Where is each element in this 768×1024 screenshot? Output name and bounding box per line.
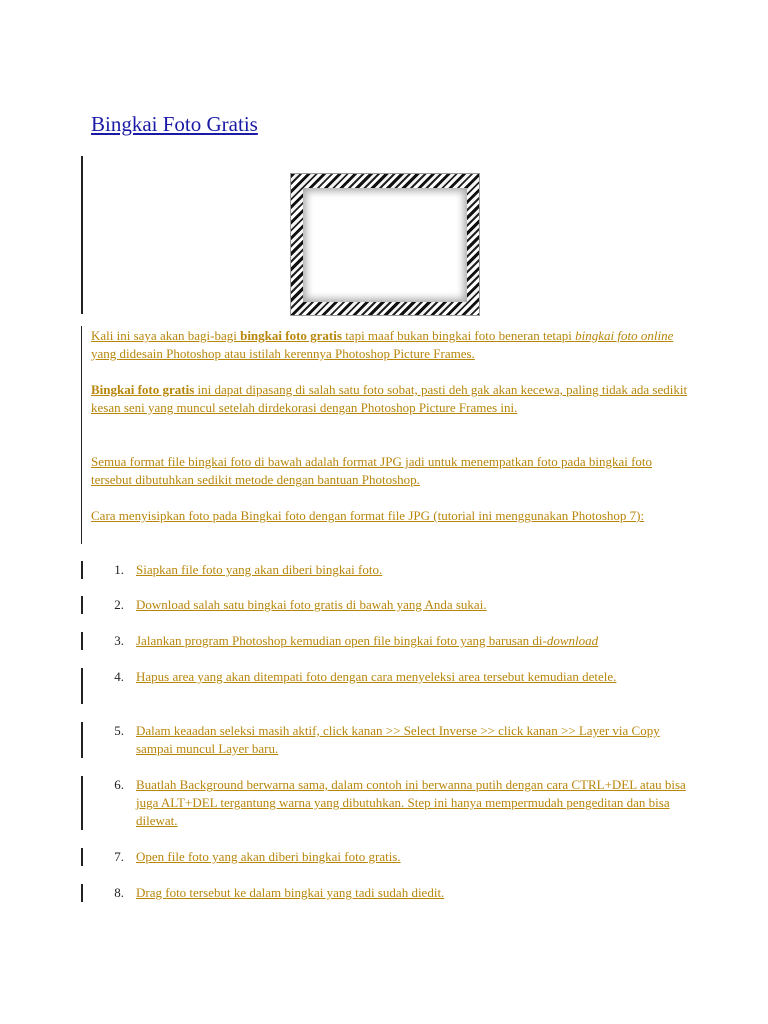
list-number: 2. [114,597,124,612]
step-link[interactable]: Buatlah Background berwarna sama, dalam contoh ini berwanna putih dengan cara CTRL+DEL atau bisa juga ALT+DEL tergantung warna yang dibutuhkan. Step ini hanya mempermudah pengeditan dan bisa dilewat. [136,777,686,828]
step-link[interactable]: Hapus area yang akan ditempati foto dengan cara menyeleksi area tersebut kemudian detele. [136,669,617,684]
left-margin-rule [81,156,83,314]
zebra-photo-frame-image [290,173,480,316]
list-number: 8. [114,885,124,900]
step-link[interactable]: Download salah satu bingkai foto gratis di bawah yang Anda sukai. [136,597,487,612]
intro-paragraph-4[interactable]: Cara menyisipkan foto pada Bingkai foto dengan format file JPG (tutorial ini menggunakan Photoshop 7): [91,508,645,523]
text: yang didesain Photoshop atau istilah kerennya Photoshop Picture Frames. [91,346,475,361]
list-number: 7. [114,849,124,864]
bold-text: bingkai foto gratis [240,328,342,343]
step-link[interactable] [136,632,686,650]
intro-paragraph-1[interactable] [91,327,691,363]
list-number: 3. [114,633,124,648]
margin-rule [81,722,83,758]
margin-rule [81,848,83,866]
intro-paragraph-2[interactable] [91,381,691,417]
list-number: 5. [114,723,124,738]
bold-text: Bingkai foto gratis [91,382,195,397]
text: Kali ini saya akan bagi-bagi [91,328,241,343]
margin-rule [81,596,83,614]
margin-rule [81,632,83,650]
frame-opening [303,188,467,302]
page-title[interactable]: Bingkai Foto Gratis [91,112,258,136]
margin-rule [81,668,83,704]
list-number: 6. [114,777,124,792]
text: Jalankan program Photoshop kemudian open file bingkai foto yang barusan di- [136,633,547,648]
step-link[interactable]: Dalam keaadan seleksi masih aktif, click kanan >> Select Inverse >> click kanan >> Layer via Copy sampai muncul Layer baru. [136,723,660,756]
italic-text: download [546,633,599,648]
step-link[interactable]: Open file foto yang akan diberi bingkai foto gratis. [136,849,401,864]
italic-text: bingkai foto online [575,328,674,343]
text: tapi maaf bukan bingkai foto beneran tetapi [341,328,576,343]
margin-rule [81,776,83,830]
intro-paragraph-3[interactable]: Semua format file bingkai foto di bawah adalah format JPG jadi untuk menempatkan foto pada bingkai foto tersebut dibutuhkan sedikit metode dengan bantuan Photoshop. [91,454,653,487]
list-number: 1. [114,562,124,577]
margin-rule [81,561,83,579]
step-link[interactable]: Siapkan file foto yang akan diberi bingkai foto. [136,562,383,577]
margin-rule [81,884,83,902]
step-link[interactable]: Drag foto tersebut ke dalam bingkai yang tadi sudah diedit. [136,885,445,900]
list-number: 4. [114,669,124,684]
text: ini dapat dipasang di salah satu foto sobat, pasti deh gak akan kecewa, paling tidak ada sedikit kesan seni yang muncul setelah dirdekorasi dengan Photoshop Picture Frames ini. [91,382,688,415]
left-margin-rule [81,326,82,544]
